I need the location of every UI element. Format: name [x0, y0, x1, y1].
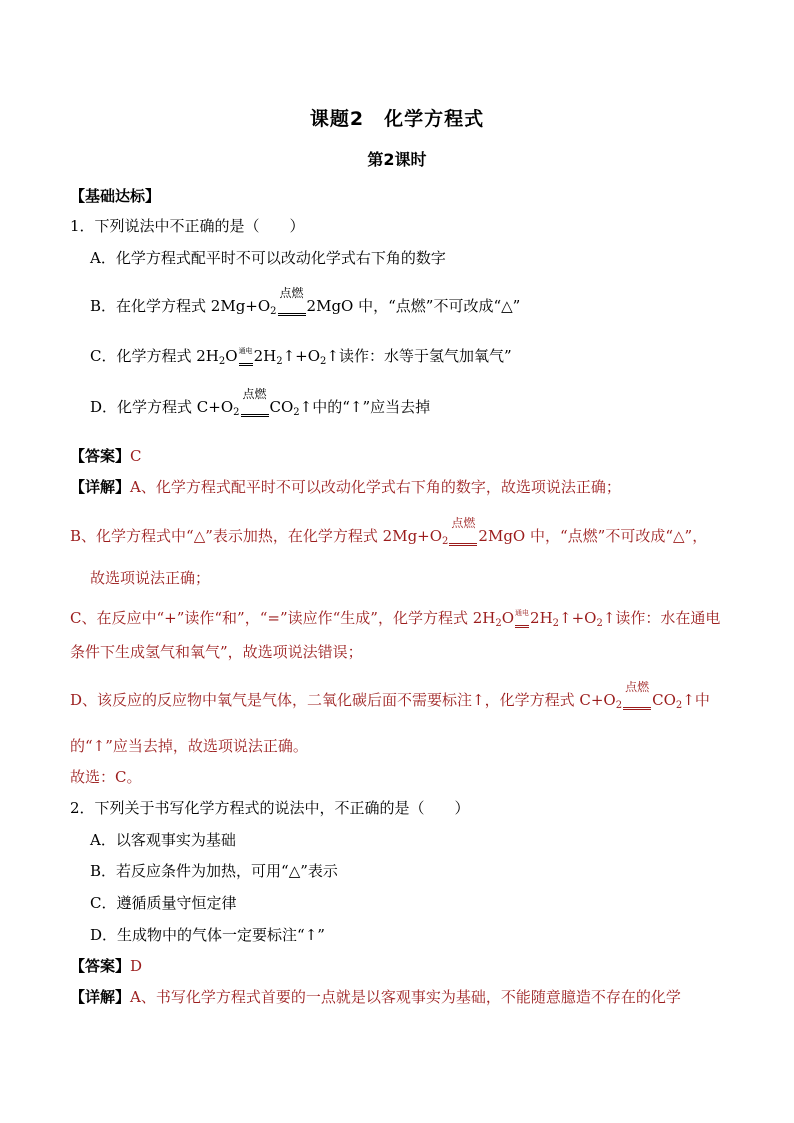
- q2-option-b: B．若反应条件为加热，可用“△”表示: [90, 862, 338, 880]
- q1-detail-c-cont: 条件下生成氢气和氧气”，故选项说法错误；: [70, 643, 363, 661]
- q1-detail-b-cont: 故选项说法正确；: [90, 569, 211, 587]
- page-title: 课题2 化学方程式: [309, 108, 485, 130]
- q2-detail-a: 【详解】A、书写化学方程式首要的一点就是以客观事实为基础，不能随意臆造不存在的化学: [70, 988, 681, 1006]
- q1-detail-a: 【详解】A、化学方程式配平时不可以改动化学式右下角的数字，故选项说法正确；: [70, 478, 621, 496]
- q2-option-d: D．生成物中的气体一定要标注“↑”: [90, 926, 325, 944]
- q1-option-a: A．化学方程式配平时不可以改动化学式右下角的数字: [90, 249, 446, 267]
- q1-option-d: D．化学方程式 $C+O_2$ 点燃 $CO_2↑$中的“↑”应当去掉: [90, 397, 430, 423]
- q1-answer: 【答案】C: [70, 447, 142, 465]
- q1-stem: 1．下列说法中不正确的是（ ）: [70, 217, 305, 235]
- q2-option-a: A．以客观事实为基础: [90, 831, 236, 849]
- reaction-condition: 点燃: [449, 532, 477, 552]
- reaction-condition: 点燃: [278, 302, 306, 322]
- q1-option-b: B．在化学方程式 $2Mg+O_2$ 点燃 2MgO 中，“点燃”不可改成“△”: [90, 296, 520, 322]
- q1-detail-b: B、化学方程式中“△”表示加热，在化学方程式 $2Mg+O_2$ 点燃 2MgO 中，“点燃”不可改成“△”，: [70, 526, 707, 552]
- q1-detail-d: D、该反应的反应物中氧气是气体，二氧化碳后面不需要标注↑，化学方程式 $C+O_2$ 点燃 $CO_2↑$中: [70, 690, 710, 716]
- q1-detail-d-cont: 的“↑”应当去掉，故选项说法正确。: [70, 737, 308, 755]
- reaction-condition: 通电: [515, 614, 529, 634]
- section-label: 【基础达标】: [70, 187, 161, 205]
- page-subtitle: 第2课时: [367, 150, 427, 169]
- q2-answer: 【答案】D: [70, 957, 143, 975]
- q1-choose: 故选：C。: [70, 768, 142, 786]
- q2-stem: 2．下列关于书写化学方程式的说法中，不正确的是（ ）: [70, 799, 470, 817]
- q2-option-c: C．遵循质量守恒定律: [90, 894, 237, 912]
- reaction-condition: 点燃: [241, 403, 269, 423]
- q1-detail-c: C、在反应中“+”读作“和”，“=”读应作“生成”，化学方程式 $2H_2O$ 通电 $2H_2↑+O_2↑$读作：水在通电: [70, 608, 720, 634]
- reaction-condition: 通电: [239, 352, 253, 372]
- reaction-condition: 点燃: [623, 696, 651, 716]
- q1-option-c: C．化学方程式 $2H_2O$ 通电 $2H_2↑+O_2↑$读作：水等于氢气加氧气”: [90, 346, 512, 372]
